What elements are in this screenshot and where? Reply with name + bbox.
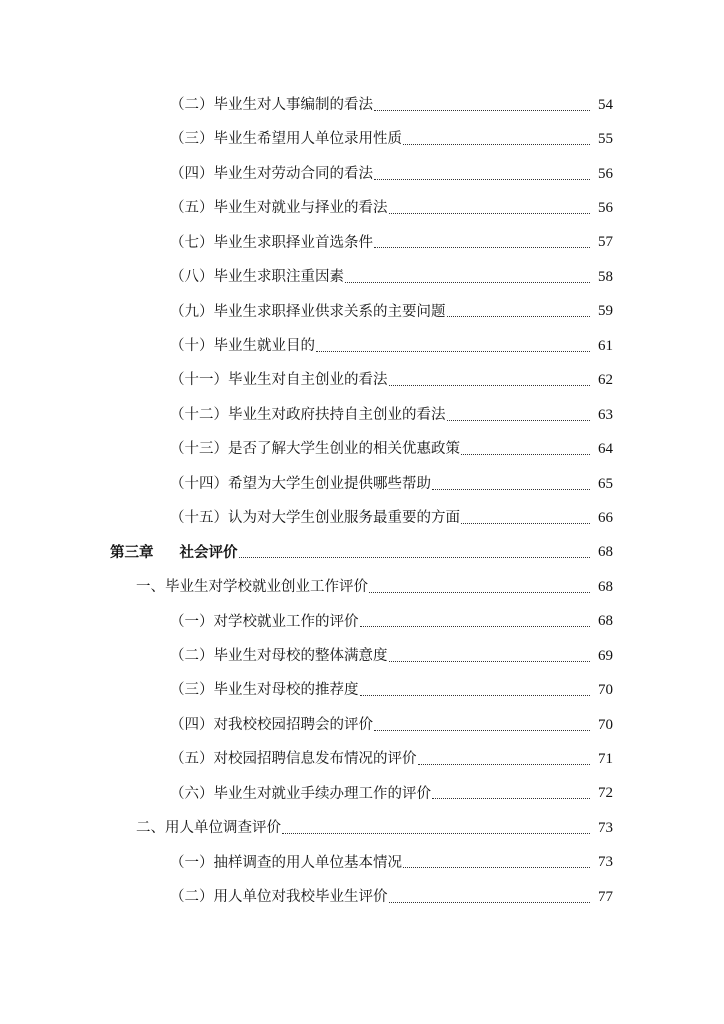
toc-entry[interactable] — [0, 432, 724, 466]
toc-entry-page: 77 — [598, 888, 613, 905]
dot-leader — [418, 764, 591, 765]
toc-entry-page: 57 — [598, 234, 613, 251]
toc-entry[interactable] — [0, 467, 724, 501]
dot-leader — [403, 144, 590, 145]
dot-leader — [389, 661, 591, 662]
toc-entry-title: （十三）是否了解大学生创业的相关优惠政策 — [170, 441, 460, 458]
toc-entry-title: （七）毕业生求职择业首选条件 — [170, 234, 373, 251]
toc-entry-page: 56 — [598, 200, 613, 217]
dot-leader — [374, 247, 590, 248]
toc-entry-title: （二）用人单位对我校毕业生评价 — [170, 889, 388, 906]
dot-leader — [403, 867, 590, 868]
toc-entry[interactable] — [0, 742, 724, 776]
toc-chapter-entry[interactable] — [0, 536, 724, 570]
toc-entry-page: 68 — [598, 544, 613, 561]
toc-entry-page: 73 — [598, 819, 613, 836]
dot-leader — [360, 626, 591, 627]
toc-entry[interactable] — [0, 880, 724, 914]
dot-leader — [447, 420, 591, 421]
toc-entry-title: （六）毕业生对就业手续办理工作的评价 — [170, 785, 431, 802]
toc-entry-page: 61 — [598, 337, 613, 354]
toc-entry-title: （十五）认为对大学生创业服务最重要的方面 — [170, 510, 460, 527]
toc-entry-title: （二）毕业生对人事编制的看法 — [170, 96, 373, 113]
dot-leader — [374, 179, 590, 180]
toc-entry[interactable] — [0, 329, 724, 363]
toc-entry-title: （八）毕业生求职注重因素 — [170, 269, 344, 286]
toc-entry-title: （二）毕业生对母校的整体满意度 — [170, 647, 388, 664]
dot-leader — [432, 798, 590, 799]
toc-entry[interactable] — [0, 191, 724, 225]
toc-entry-title: （五）毕业生对就业与择业的看法 — [170, 200, 388, 217]
toc-entry-page: 56 — [598, 165, 613, 182]
toc-entry-title: （九）毕业生求职择业供求关系的主要问题 — [170, 303, 446, 320]
toc-entry[interactable] — [0, 364, 724, 398]
toc-entry-page: 65 — [598, 475, 613, 492]
toc-entry-title: （十二）毕业生对政府扶持自主创业的看法 — [170, 406, 446, 423]
dot-leader — [447, 316, 591, 317]
toc-entry[interactable] — [0, 398, 724, 432]
toc-entry[interactable] — [0, 708, 724, 742]
toc-entry[interactable] — [0, 260, 724, 294]
dot-leader — [369, 592, 590, 593]
table-of-contents — [0, 88, 724, 915]
toc-entry-title: （五）对校园招聘信息发布情况的评价 — [170, 751, 417, 768]
dot-leader — [374, 110, 590, 111]
toc-entry[interactable] — [0, 777, 724, 811]
dot-leader — [282, 833, 590, 834]
toc-entry-title: （十四）希望为大学生创业提供哪些帮助 — [170, 475, 431, 492]
section-title: 二、用人单位调查评价 — [136, 820, 281, 837]
dot-leader — [389, 385, 591, 386]
toc-entry-page: 68 — [598, 613, 613, 630]
chapter-title: 社会评价 — [179, 544, 238, 561]
dot-leader — [345, 282, 590, 283]
toc-entry-title: （十）毕业生就业目的 — [170, 338, 315, 355]
dot-leader — [461, 454, 590, 455]
dot-leader — [461, 523, 590, 524]
toc-section-entry[interactable] — [0, 570, 724, 604]
toc-entry[interactable] — [0, 673, 724, 707]
dot-leader — [360, 695, 591, 696]
toc-entry-page: 64 — [598, 441, 613, 458]
toc-entry-page: 71 — [598, 751, 613, 768]
toc-entry[interactable] — [0, 501, 724, 535]
toc-entry[interactable] — [0, 122, 724, 156]
toc-entry-page: 62 — [598, 372, 613, 389]
toc-entry-page: 69 — [598, 647, 613, 664]
toc-entry[interactable] — [0, 846, 724, 880]
dot-leader — [389, 213, 591, 214]
toc-entry-page: 54 — [598, 96, 613, 113]
toc-entry-page: 66 — [598, 509, 613, 526]
toc-entry-title: （四）毕业生对劳动合同的看法 — [170, 165, 373, 182]
dot-leader — [239, 557, 591, 558]
toc-entry[interactable] — [0, 605, 724, 639]
toc-entry-title: （三）毕业生对母校的推荐度 — [170, 682, 359, 699]
toc-entry-title: （三）毕业生希望用人单位录用性质 — [170, 131, 402, 148]
section-title: 一、毕业生对学校就业创业工作评价 — [136, 579, 368, 596]
toc-entry-title: （十一）毕业生对自主创业的看法 — [170, 372, 388, 389]
toc-entry-title: （四）对我校校园招聘会的评价 — [170, 716, 373, 733]
toc-entry-page: 73 — [598, 854, 613, 871]
chapter-label: 第三章 — [110, 544, 154, 561]
toc-entry[interactable] — [0, 88, 724, 122]
toc-entry[interactable] — [0, 226, 724, 260]
toc-section-entry[interactable] — [0, 811, 724, 845]
toc-entry[interactable] — [0, 639, 724, 673]
dot-leader — [374, 730, 590, 731]
toc-entry-page: 59 — [598, 303, 613, 320]
toc-entry-title: （一）抽样调查的用人单位基本情况 — [170, 854, 402, 871]
toc-entry[interactable] — [0, 295, 724, 329]
toc-entry-page: 72 — [598, 785, 613, 802]
dot-leader — [316, 351, 590, 352]
toc-entry-page: 63 — [598, 406, 613, 423]
toc-entry-page: 70 — [598, 682, 613, 699]
toc-entry-page: 58 — [598, 268, 613, 285]
toc-entry-page: 55 — [598, 131, 613, 148]
dot-leader — [432, 489, 590, 490]
dot-leader — [389, 902, 591, 903]
toc-entry-page: 70 — [598, 716, 613, 733]
toc-entry-page: 68 — [598, 578, 613, 595]
toc-entry[interactable] — [0, 157, 724, 191]
toc-entry-title: （一）对学校就业工作的评价 — [170, 613, 359, 630]
